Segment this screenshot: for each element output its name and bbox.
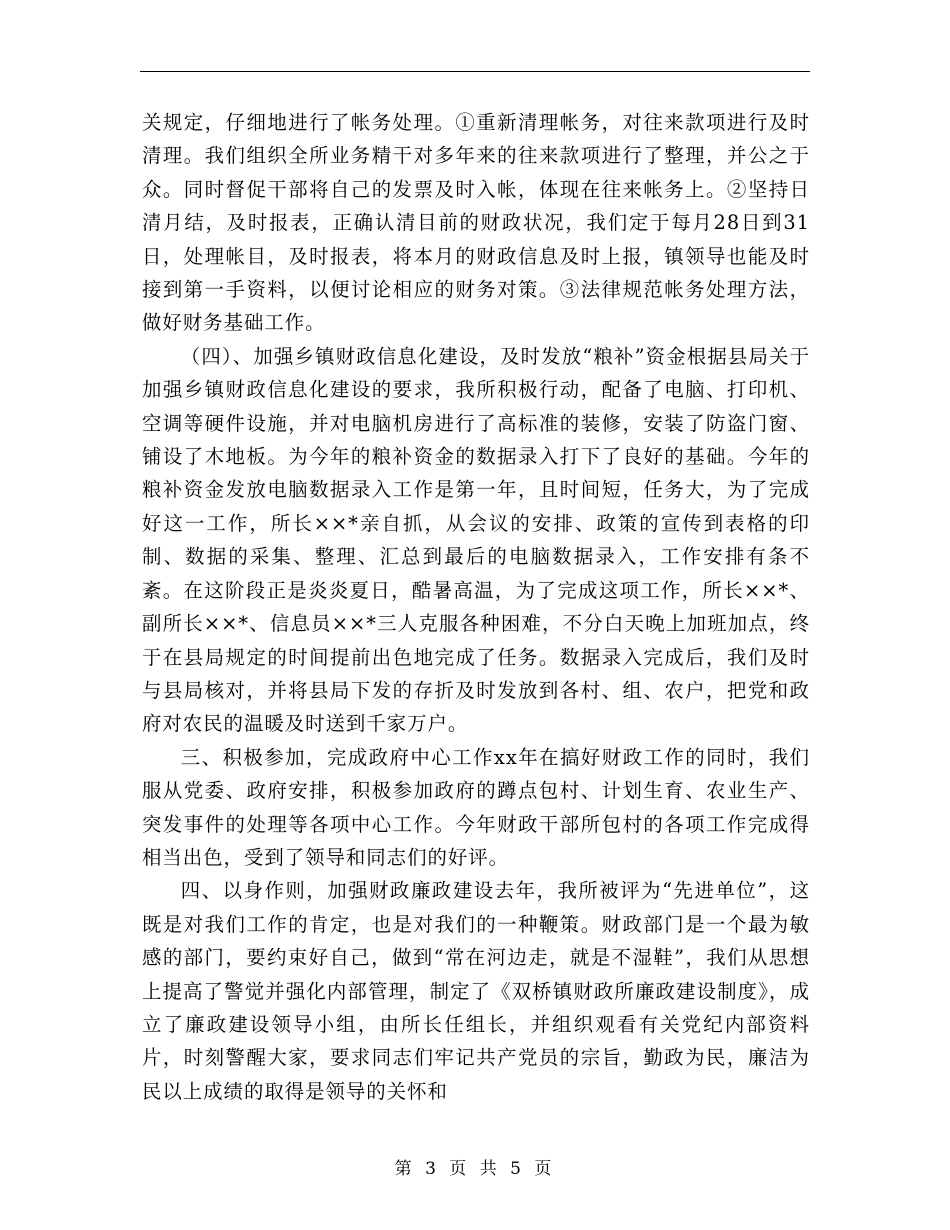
paragraph-3: 三、积极参加，完成政府中心工作xx年在搞好财政工作的同时，我们服从党委、政府安排，积极参加政府的蹲点包村、计划生育、农业生产、突发事件的处理等各项中心工作。今年财政干部所包村的各项工作完成得相当出色，受到了领导和同志们的好评。: [142, 745, 810, 869]
paragraph-2: （四）、加强乡镇财政信息化建设，及时发放“粮补”资金根据县局关于加强乡镇财政信息化建设的要求，我所积极行动，配备了电脑、打印机、空调等硬件设施，并对电脑机房进行了高标准的装修，安装了防盗门窗、铺设了木地板。为今年的粮补资金的数据录入打下了良好的基础。今年的粮补资金发放电脑数据录入工作是第一年，且时间短，任务大，为了完成好这一工作，所长××*亲自抓，从会议的安排、政策的宣传到表格的印制、数据的采集、整理、汇总到最后的电脑数据录入，工作安排有条不紊。在这阶段正是炎炎夏日，酷暑高温，为了完成这项工作，所长××*、副所长××*、信息员××*三人克服各种困难，不分白天晚上加班加点，终于在县局规定的时间提前出色地完成了任务。数据录入完成后，我们及时与县局核对，并将县局下发的存折及时发放到各村、组、农户，把党和政府对农民的温暖及时送到千家万户。: [142, 344, 810, 736]
paragraph-4: 四、以身作则，加强财政廉政建设去年，我所被评为“先进单位”，这既是对我们工作的肯定，也是对我们的一种鞭策。财政部门是一个最为敏感的部门，要约束好自己，做到“常在河边走，就是不湿鞋”，我们从思想上提高了警觉并强化内部管理，制定了《双桥镇财政所廉政建设制度》，成立了廉政建设领导小组，由所长任组长，并组织观看有关党纪内部资料片，时刻警醒大家，要求同志们牢记共产党员的宗旨，勤政为民，廉洁为民以上成绩的取得是领导的关怀和: [142, 879, 810, 1103]
document-body: [142, 106, 810, 1108]
page-number: 第 3 页 共 5 页: [394, 1159, 556, 1179]
paragraph-1: 关规定，仔细地进行了帐务处理。①重新清理帐务，对往来款项进行及时清理。我们组织全所业务精干对多年来的往来款项进行了整理，并公之于众。同时督促干部将自己的发票及时入帐，体现在往来帐务上。②坚持日清月结，及时报表，正确认清目前的财政状况，我们定于每月28日到31日，处理帐目，及时报表，将本月的财政信息及时上报，镇领导也能及时接到第一手资料，以便讨论相应的财务对策。③法律规范帐务处理方法，做好财务基础工作。: [142, 111, 810, 335]
header-rule: [140, 71, 810, 72]
